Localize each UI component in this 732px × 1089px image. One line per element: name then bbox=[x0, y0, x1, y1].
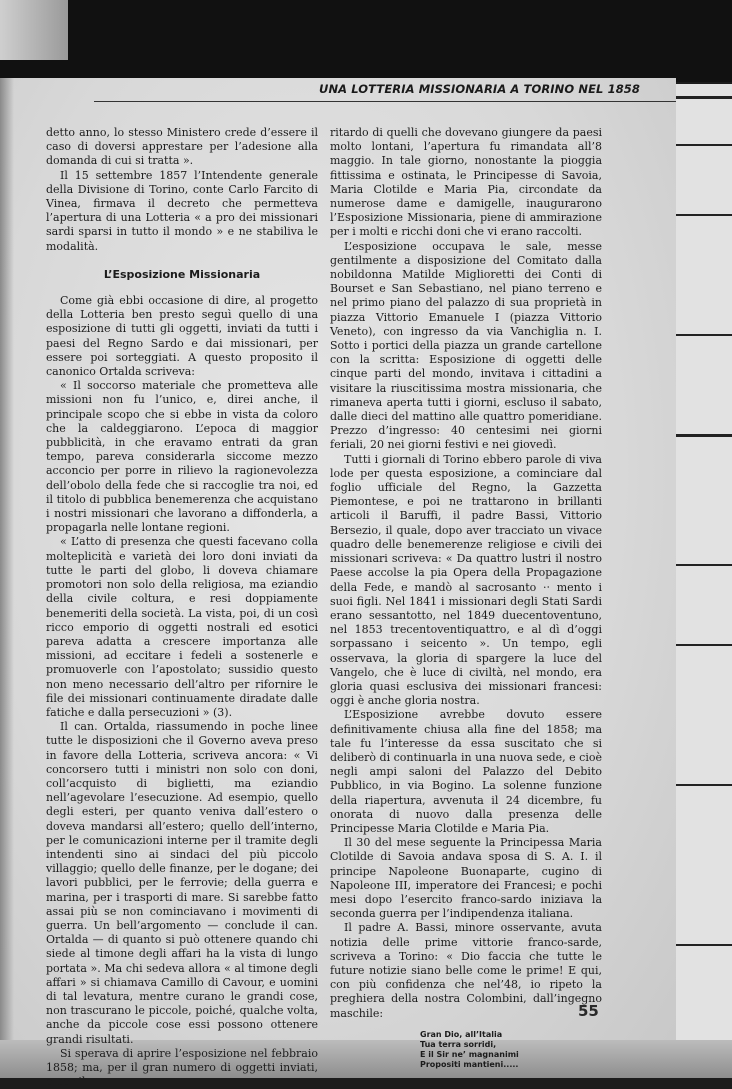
header-rule bbox=[94, 101, 676, 102]
right-column bbox=[330, 126, 602, 1070]
adjacent-page-edge bbox=[676, 84, 732, 1040]
section-title: L’Esposizione Missionaria bbox=[103, 267, 261, 281]
paragraph: Come già ebbi occasione di dire, al progetto della Lotteria ben presto seguì quello di una esposizione di tutti gli oggetti, inviati da tutti i paesi del Regno Sardo e dai missionari, per essere poi sorteggiati. A questo proposito il canonico Ortalda scriveva: bbox=[46, 294, 318, 379]
poem-line: E il Sir ne’ magnanimi bbox=[420, 1049, 519, 1059]
top-dark-background bbox=[0, 0, 732, 82]
poem-line: Gran Dio, all’Italia bbox=[420, 1029, 503, 1039]
paragraph: Si sperava di aprire l’esposizione nel febbraio 1858; ma, per il gran numero di oggetti inviati, e per il bbox=[46, 1046, 318, 1089]
poem-quote bbox=[420, 1030, 602, 1070]
page-gutter-shadow bbox=[0, 78, 14, 1060]
paragraph: « Il soccorso materiale che prometteva alle missioni non fu l’unico, e, direi anche, il principale scopo che si ebbe in vista da coloro che la caldeggiarono. L’epoca di maggior pubblicità, in che eravamo entrati da gran tempo, pareva considerarla siccome mezzo acconcio per porre in rilievo la ragionevolezza dell’obolo della fede che si raccoglie tra noi, ed il titolo di pubblica benemerenza che acquistano i nostri missionari che lavorano a diffonderla, a propagarla nelle lontane regioni. bbox=[46, 379, 318, 535]
paragraph: Il 15 settembre 1857 l’Intendente generale della Divisione di Torino, conte Carlo Farcito di Vinea, firmava il decreto che permetteva l’apertura di una Lotteria « a pro dei missionari sardi sparsi in tutto il mondo » e ne stabiliva le modalità. bbox=[46, 168, 318, 253]
paragraph: L’esposizione occupava le sale, messe gentilmente a disposizione del Comitato dalla nobildonna Matilde Miglioretti dei Conti di Bourset e San Sebastiano, nel piano terreno e nel primo piano del palazzo di sua proprietà in piazza Vittorio Emanuele I (piazza Vittorio Veneto), con ingresso da via Vanchiglia n. I. Sotto i portici della piazza un grande cartellone con la scritta: Esposizione di oggetti delle cinque parti del mondo, invitava i cittadini a visitare la riuscitissima mostra missionaria, che rimaneva aperta tutti i giorni, escluso il sabato, dalle dieci del mattino alle quattro pomeridiane. Prezzo d’ingresso: 40 centesimi nei giorni feriali, 20 nei giorni festivi e nei giovedì. bbox=[330, 239, 602, 452]
page-number: 55 bbox=[578, 1002, 599, 1020]
left-column bbox=[46, 126, 318, 1089]
paragraph: Il 30 del mese seguente la Principessa Maria Clotilde di Savoia andava sposa di S. A. I. il principe Napoleone Buonaparte, cugino di Napoleone III, imperatore dei Francesi; e pochi mesi dopo l’esercito franco-sardo iniziava la seconda guerra per l’indipendenza italiana. bbox=[330, 836, 602, 921]
poem-line: Tua terra sorridi, bbox=[420, 1039, 497, 1049]
paragraph: Tutti i giornali di Torino ebbero parole di viva lode per questa esposizione, a cominciare dal foglio ufficiale del Regno, la Gazzetta Piemontese, e poi ne trattarono in brillanti articoli il Baruffi, il padre Bassi, Vittorio Bersezio, il quale, dopo aver tracciato un vivace quadro delle benemerenze religiose e civili dei missionari scriveva: « Da quattro lustri il nostro Paese accolse la pia Opera della Propagazione della Fede, e mandò al sacrosanto ·‧ mento i suoi figli. Nel 1841 i missionari degli Stati Sardi erano sessantotto, nel 1849 duecentoventuno, nel 1853 trecentoventiquattro, e al dì d’oggi sorpassano i seicento ». Un tempo, egli osservava, la gloria di spargere la luce del Vangelo, che è luce di civiltà, nel mondo, era gloria quasi esclusiva dei missionari francesi: oggi è anche gloria nostra. bbox=[330, 452, 602, 708]
running-header: UNA LOTTERIA MISSIONARIA A TORINO NEL 1858 bbox=[319, 82, 640, 96]
paragraph: Il can. Ortalda, riassumendo in poche linee tutte le disposizioni che il Governo aveva preso in favore della Lotteria, scriveva ancora: « Vi concorsero tutti i ministri non solo con doni, coll’acquisto di biglietti, ma eziandio nell’agevolare l’esecuzione. Ad esempio, quello degli esteri, per quanto veniva dall’estero o doveva mandarsi all’estero; quello dell’interno, per le comunicazioni interne per il tramite degli intendenti sino ai sindaci del più piccolo villaggio; quello delle finanze, per le dogane; dei lavori pubblici, per le ferrovie; della guerra e marina, per i trasporti di mare. Si sarebbe fatto assai più se non cominciavano i movimenti di guerra. Un bell’argomento — conclude il can. Ortalda — di quanto si può ottenere quando chi siede al timone degli affari ha la vista di lungo portata ». Ma chi sedeva allora « al timone degli affari » si chiamava Camillo di Cavour, e uomini di tal levatura, mentre curano le grandi cose, non trascurano le piccole, poiché, qualche volta, anche da piccole cose essi possono ottenere grandi risultati. bbox=[46, 720, 318, 1046]
paragraph: « L’atto di presenza che questi facevano colla molteplicità e varietà dei loro doni inviati da tutte le parti del globo, li doveva chiamare promotori non solo della religiosa, ma eziandio della civile coltura, e resi doppiamente benemeriti della società. La vista, poi, di un così ricco emporio di oggetti nostrali ed esotici pareva adatta a crescere importanza alle missioni, ad eccitare i fedeli a sostenerle e promuoverle con l’apostolato; sussidio questo non meno necessario dell’altro per rifornire le file dei missionari continuamente diradate dalle fatiche e dalla persecuzioni » (3). bbox=[46, 535, 318, 719]
paragraph: Il padre A. Bassi, minore osservante, avuta notizia delle prime vittorie franco-sarde, scriveva a Torino: « Dio faccia che tutte le future notizie siano belle come le prime! E qui, con più confidenza che nel’48, io ripeto la preghiera della nostra Colombini, dall’ingegno maschile: bbox=[330, 921, 602, 1020]
paragraph: ritardo di quelli che dovevano giungere da paesi molto lontani, l’apertura fu rimandata all’8 maggio. In tale giorno, nonostante la pioggia fittissima e ostinata, le Principesse di Savoia, Maria Clotilde e Maria Pia, circondate da numerose dame e damigelle, inaugurarono l’Esposizione Missionaria, piene di ammirazione per i molti e ricchi doni che vi erano raccolti. bbox=[330, 126, 602, 239]
background-paper-corner bbox=[0, 0, 68, 60]
paragraph: L’Esposizione avrebbe dovuto essere definitivamente chiusa alla fine del 1858; ma tale fu l’interesse da essa suscitato che si deliberò di continuarla in una nuova sede, e cioè negli ampi saloni del Palazzo del Debito Pubblico, in via Bogino. La solenne funzione della riapertura, avvenuta il 24 dicembre, fu onorata di nuovo dalla presenza delle Principesse Maria Clotilde e Maria Pia. bbox=[330, 708, 602, 835]
paragraph: detto anno, lo stesso Ministero crede d’essere il caso di doversi apprestare per l’adesione alla domanda di cui si tratta ». bbox=[46, 126, 318, 168]
poem-line: Propositi mantieni..... bbox=[420, 1059, 519, 1069]
